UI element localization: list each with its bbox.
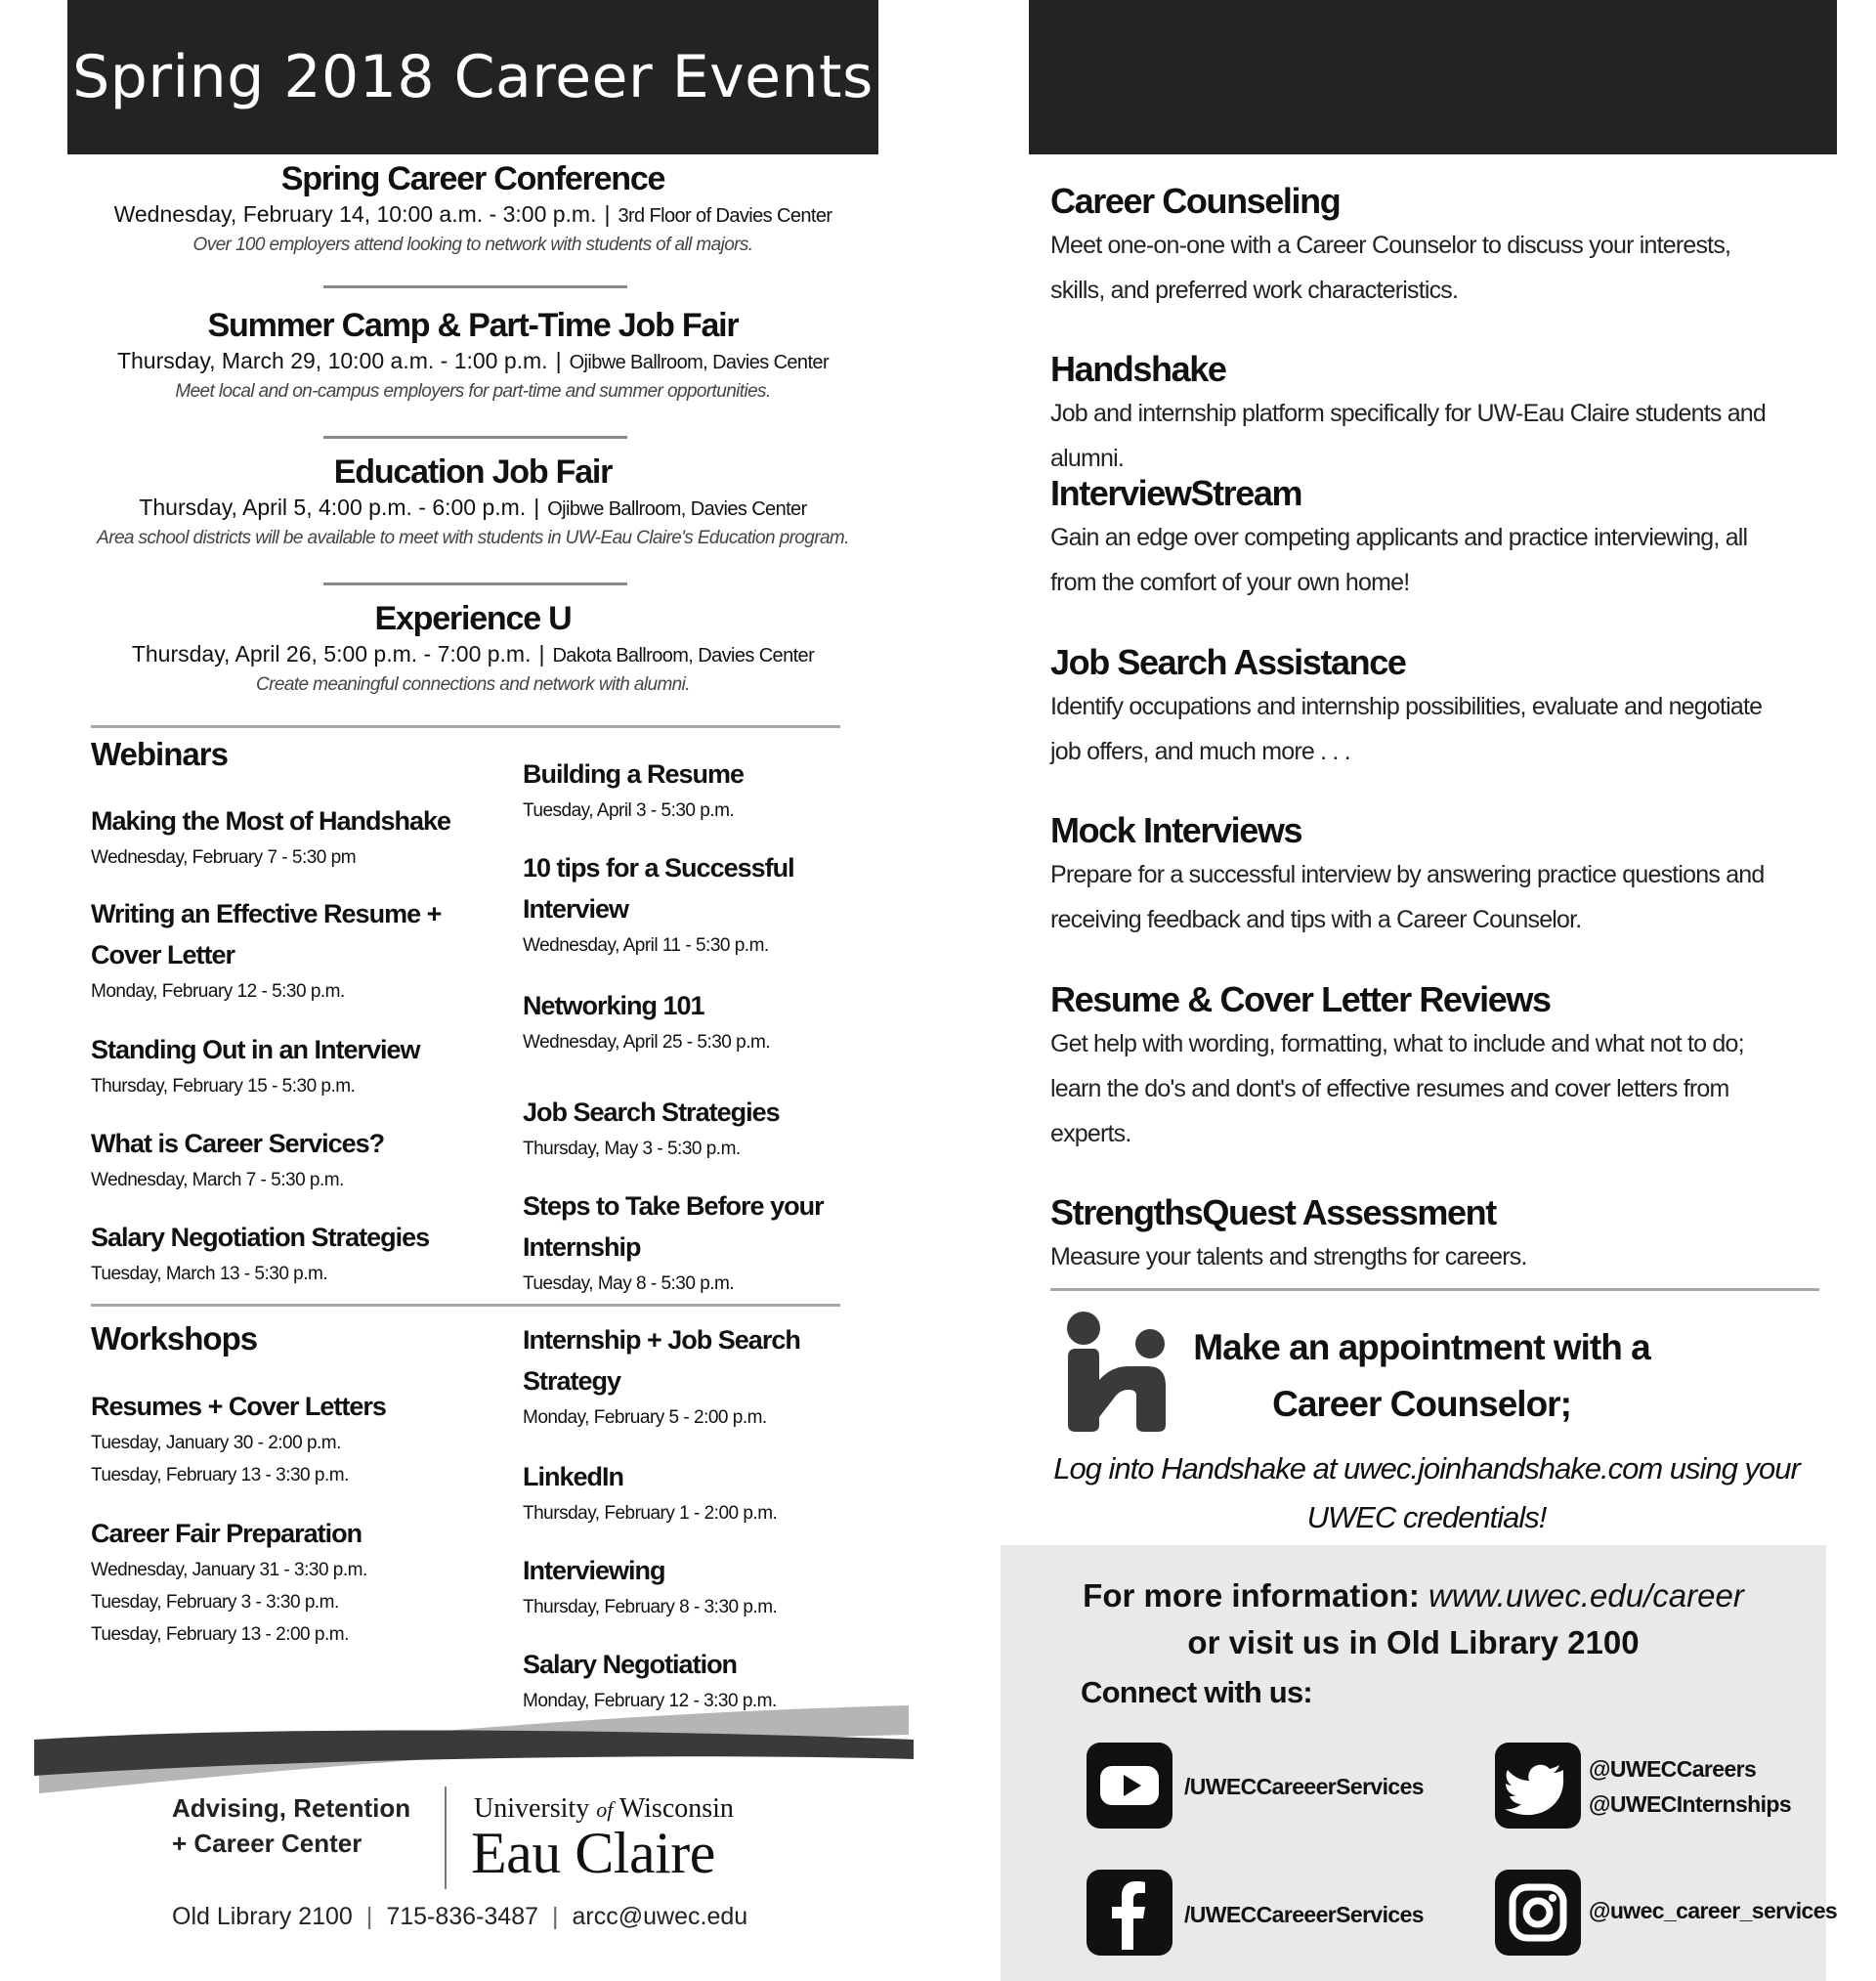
- event-title: Spring Career Conference: [280, 160, 665, 197]
- event-summer-camp-job-fair: [67, 306, 878, 406]
- service-description: Gain an edge over competing applicants and practice interviewing, all from the comfort of your own home!: [1050, 524, 1748, 596]
- workshop-item: [91, 1386, 501, 1491]
- service-description: Measure your talents and strengths for careers.: [1050, 1243, 1527, 1270]
- workshop-title: Resumes + Cover Letters: [91, 1392, 386, 1421]
- event-location: Ojibwe Ballroom, Davies Center: [569, 352, 830, 373]
- university-word-of: of: [596, 1797, 614, 1822]
- webinar-title: What is Career Services?: [91, 1129, 385, 1158]
- webinar-item: [523, 1092, 845, 1165]
- twitter-handle[interactable]: @UWECInternships: [1589, 1791, 1792, 1817]
- university-word: University: [474, 1793, 590, 1824]
- connect-heading: Connect with us:: [1081, 1675, 1312, 1709]
- workshop-date: Monday, February 12 - 3:30 p.m.: [523, 1691, 777, 1711]
- webinar-item: [523, 754, 845, 827]
- instagram-handle[interactable]: @uwec_career_services: [1589, 1898, 1838, 1923]
- service-title: Handshake: [1050, 349, 1226, 389]
- section-rule: [1050, 1288, 1819, 1291]
- webinar-date: Wednesday, March 7 - 5:30 p.m.: [91, 1170, 344, 1190]
- webinar-title: Networking 101: [523, 991, 704, 1020]
- service-title: Mock Interviews: [1050, 810, 1302, 850]
- email-link[interactable]: arcc@uwec.edu: [572, 1903, 748, 1930]
- more-info-label: For more information:: [1083, 1577, 1420, 1614]
- address: Old Library 2100: [172, 1903, 353, 1930]
- webinar-date: Tuesday, March 13 - 5:30 p.m.: [91, 1264, 328, 1284]
- workshop-item: [91, 1513, 501, 1651]
- service-title: Job Search Assistance: [1050, 642, 1406, 682]
- separator: |: [533, 495, 540, 520]
- service-mock-interviews: [1050, 809, 1832, 942]
- section-rule: [91, 1304, 840, 1307]
- section-rule: [91, 725, 840, 728]
- webinar-item: [523, 847, 845, 962]
- event-datetime: Wednesday, February 14, 10:00 a.m. - 3:00 p.m.: [113, 201, 597, 227]
- webinar-title: 10 tips for a Successful Interview: [523, 853, 794, 924]
- service-career-counseling: [1050, 180, 1832, 313]
- service-title: Resume & Cover Letter Reviews: [1050, 979, 1551, 1019]
- divider: [323, 582, 627, 585]
- event-description: Over 100 employers attend looking to network with students of all majors.: [192, 235, 753, 255]
- event-datetime: Thursday, April 26, 5:00 p.m. - 7:00 p.m.: [131, 641, 532, 667]
- workshop-date: Monday, February 5 - 2:00 p.m.: [523, 1407, 767, 1428]
- webinar-item: [91, 1123, 501, 1196]
- event-location: 3rd Floor of Davies Center: [618, 205, 832, 227]
- webinar-title: Writing an Effective Resume + Cover Letter: [91, 899, 442, 969]
- workshops-heading: Workshops: [91, 1320, 258, 1357]
- phone: 715-836-3487: [386, 1903, 539, 1930]
- webinar-item: [91, 1029, 501, 1102]
- event-description: Area school districts will be available to meet with students in UW-Eau Claire's Education program.: [97, 528, 849, 548]
- service-interviewstream: [1050, 472, 1832, 605]
- separator: |: [538, 641, 545, 667]
- workshop-date: Tuesday, February 3 - 3:30 p.m.: [91, 1592, 339, 1613]
- workshop-item: [523, 1319, 845, 1434]
- decorative-swoosh: [29, 1705, 914, 1803]
- appointment-title: Make an appointment with a Career Counselor;: [1193, 1327, 1650, 1424]
- webinar-item: [91, 1217, 501, 1290]
- handshake-logo-icon: [1060, 1310, 1170, 1432]
- event-when: [67, 492, 878, 525]
- webinar-title: Making the Most of Handshake: [91, 806, 451, 836]
- service-handshake: [1050, 348, 1832, 481]
- workshop-date: Wednesday, January 31 - 3:30 p.m.: [91, 1560, 367, 1580]
- service-resume-reviews: [1050, 978, 1832, 1156]
- webinar-date: Wednesday, April 25 - 5:30 p.m.: [523, 1032, 771, 1053]
- facebook-handle[interactable]: /UWECCareeerServices: [1184, 1902, 1424, 1927]
- event-description: Create meaningful connections and network with alumni.: [256, 674, 690, 695]
- service-strengthsquest: [1050, 1191, 1832, 1279]
- separator: |: [604, 201, 611, 227]
- workshop-item: [523, 1550, 845, 1623]
- university-name-line2: Eau Claire: [471, 1821, 715, 1885]
- event-title: Experience U: [374, 600, 572, 637]
- event-when: [67, 345, 878, 378]
- workshop-date: Tuesday, February 13 - 3:30 p.m.: [91, 1465, 349, 1486]
- divider: [323, 285, 627, 288]
- divider: [323, 436, 627, 439]
- event-description: Meet local and on-campus employers for part-time and summer opportunities.: [175, 381, 771, 402]
- webinar-title: Job Search Strategies: [523, 1098, 780, 1127]
- right-header-bar: [1029, 0, 1837, 154]
- service-description: Get help with wording, formatting, what to include and what not to do; learn the do's and dont's of effective resumes and cover letters from experts.: [1050, 1030, 1744, 1147]
- webinar-date: Wednesday, February 7 - 5:30 pm: [91, 847, 357, 868]
- webinars-heading: Webinars: [91, 736, 228, 772]
- event-experience-u: [67, 599, 878, 699]
- workshop-title: LinkedIn: [523, 1462, 624, 1491]
- appointment-instructions: Log into Handshake at uwec.joinhandshake.com using your UWEC credentials!: [1053, 1451, 1800, 1534]
- workshop-date: Thursday, February 8 - 3:30 p.m.: [523, 1597, 778, 1617]
- separator: |: [552, 1903, 559, 1930]
- event-when: [67, 638, 878, 671]
- service-title: Career Counseling: [1050, 181, 1341, 221]
- youtube-icon[interactable]: [1087, 1743, 1172, 1829]
- separator: |: [555, 348, 562, 373]
- workshop-title: Salary Negotiation: [523, 1650, 738, 1679]
- webinar-date: Monday, February 12 - 5:30 p.m.: [91, 981, 345, 1002]
- workshop-date: Thursday, February 1 - 2:00 p.m.: [523, 1503, 778, 1524]
- workshop-title: Internship + Job Search Strategy: [523, 1325, 800, 1396]
- workshop-date: Tuesday, February 13 - 2:00 p.m.: [91, 1624, 349, 1645]
- workshop-item: [523, 1456, 845, 1529]
- footer-divider: [445, 1787, 447, 1889]
- visit-line: or visit us in Old Library 2100: [1187, 1624, 1640, 1660]
- arcc-name: [172, 1790, 410, 1861]
- event-title: Summer Camp & Part-Time Job Fair: [207, 307, 739, 344]
- webinar-item: [523, 985, 845, 1058]
- event-education-job-fair: [67, 452, 878, 552]
- center-name-line1: Advising, Retention: [172, 1793, 411, 1823]
- service-description: Prepare for a successful interview by answering practice questions and receiving feedback and tips with a Career Counselor.: [1050, 861, 1765, 933]
- page-title: Spring 2018 Career Events: [67, 0, 878, 154]
- event-title: Education Job Fair: [333, 453, 613, 491]
- separator: |: [365, 1903, 373, 1930]
- webinar-date: Thursday, May 3 - 5:30 p.m.: [523, 1139, 741, 1159]
- contact-line: [172, 1903, 747, 1931]
- service-job-search-assistance: [1050, 641, 1832, 774]
- service-description: Job and internship platform specifically for UW-Eau Claire students and alumni.: [1050, 400, 1767, 472]
- webinar-date: Tuesday, May 8 - 5:30 p.m.: [523, 1273, 735, 1294]
- more-info-line: [1001, 1577, 1826, 1615]
- twitter-icon[interactable]: [1495, 1743, 1581, 1829]
- twitter-handle[interactable]: @UWECCareers: [1589, 1756, 1757, 1782]
- webinar-title: Building a Resume: [523, 759, 745, 789]
- instagram-icon[interactable]: [1495, 1870, 1581, 1956]
- webinar-date: Wednesday, April 11 - 5:30 p.m.: [523, 935, 769, 956]
- webinar-title: Steps to Take Before your Internship: [523, 1191, 824, 1262]
- service-title: StrengthsQuest Assessment: [1050, 1192, 1496, 1232]
- event-datetime: Thursday, April 5, 4:00 p.m. - 6:00 p.m.: [139, 495, 527, 520]
- workshop-title: Interviewing: [523, 1556, 665, 1585]
- event-spring-career-conference: [67, 159, 878, 259]
- service-description: Meet one-on-one with a Career Counselor to discuss your interests, skills, and preferred work characteristics.: [1050, 232, 1731, 304]
- twitter-handles[interactable]: [1589, 1751, 1791, 1822]
- webinar-item: [523, 1185, 845, 1300]
- event-location: Dakota Ballroom, Davies Center: [552, 645, 815, 667]
- event-when: [67, 198, 878, 232]
- webinar-date: Thursday, February 15 - 5:30 p.m.: [91, 1076, 356, 1097]
- webinar-title: Salary Negotiation Strategies: [91, 1223, 430, 1252]
- facebook-icon[interactable]: [1087, 1870, 1172, 1956]
- service-title: InterviewStream: [1050, 473, 1302, 513]
- workshop-date: Tuesday, January 30 - 2:00 p.m.: [91, 1433, 341, 1453]
- youtube-handle[interactable]: /UWECCareeerServices: [1184, 1774, 1424, 1799]
- website-link[interactable]: www.uwec.edu/career: [1428, 1577, 1744, 1614]
- event-location: Ojibwe Ballroom, Davies Center: [547, 498, 807, 520]
- webinar-item: [91, 893, 501, 1008]
- webinar-title: Standing Out in an Interview: [91, 1035, 420, 1064]
- workshop-title: Career Fair Preparation: [91, 1519, 362, 1548]
- service-description: Identify occupations and internship possibilities, evaluate and negotiate job offers, and much more . . .: [1050, 693, 1763, 765]
- university-word: Wisconsin: [618, 1793, 734, 1824]
- center-name-line2: + Career Center: [172, 1829, 362, 1858]
- event-datetime: Thursday, March 29, 10:00 a.m. - 1:00 p.m.: [116, 348, 548, 373]
- webinar-item: [91, 800, 501, 874]
- webinar-date: Tuesday, April 3 - 5:30 p.m.: [523, 800, 735, 821]
